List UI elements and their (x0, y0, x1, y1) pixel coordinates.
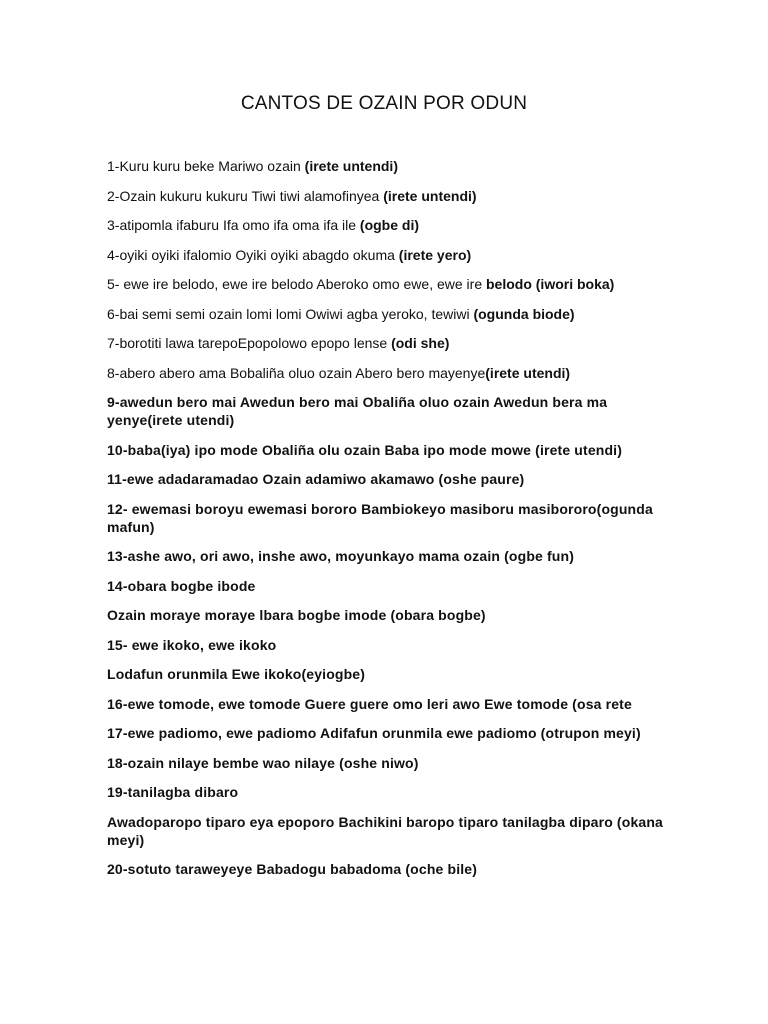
chant-odun: (ogbe di) (359, 217, 420, 233)
chant-line-3 (107, 216, 667, 234)
chant-text: 4-oyiki oyiki ifalomio Oyiki oyiki abagdo okuma (107, 246, 399, 263)
chant-text: 2-Ozain kukuru kukuru Tiwi tiwi alamofinyea (107, 187, 384, 204)
chant-line-15: 15- ewe ikoko, ewe ikoko (107, 636, 277, 653)
chant-odun: (irete untendi) (383, 187, 477, 204)
chant-line-14: 14-obara bogbe ibode (107, 577, 256, 594)
chant-line-7 (107, 334, 667, 352)
chant-text: 1-Kuru kuru beke Mariwo ozain (107, 158, 305, 174)
chant-text: 8-abero abero ama Bobaliña oluo ozain Abero bero mayenye (107, 364, 486, 381)
chant-line-18: 18-ozain nilaye bembe wao nilaye (oshe niwo) (107, 754, 419, 771)
chant-line-5 (107, 275, 667, 293)
chant-line-4 (107, 246, 667, 264)
chant-line-1 (107, 157, 667, 175)
chant-odun: belodo (iwori boka) (486, 276, 615, 292)
chant-line-6 (107, 305, 667, 323)
chant-line-12: 12- ewemasi boroyu ewemasi bororo Bambiokeyo masiboru masibororo(ogunda mafun) (107, 500, 653, 535)
chant-line-2 (107, 187, 667, 205)
chant-line-9: 9-awedun bero mai Awedun bero mai Obaliña oluo ozain Awedun bera ma yenye(irete utendi) (107, 394, 608, 428)
chant-line-13: 13-ashe awo, ori awo, inshe awo, moyunkayo mama ozain (ogbe fun) (107, 548, 575, 564)
chant-odun: (irete utendi) (485, 364, 571, 381)
chant-line-11: 11-ewe adadaramadao Ozain adamiwo akamawo (oshe paure) (107, 471, 525, 487)
chant-odun: (irete untendi) (304, 158, 398, 174)
chant-odun: (irete yero) (398, 246, 472, 263)
chant-line-14b: Ozain moraye moraye lbara bogbe imode (obara bogbe) (107, 607, 486, 623)
chant-odun: (ogunda biode) (473, 305, 575, 322)
chant-line-17: 17-ewe padiomo, ewe padiomo Adifafun orunmila ewe padiomo (otrupon meyi) (107, 725, 641, 741)
chant-text: 6-bai semi semi ozain lomi lomi Owiwi agba yeroko, tewiwi (107, 305, 474, 322)
chant-line-19: 19-tanilagba dibaro (107, 784, 239, 800)
chant-line-19b: Awadoparopo tiparo eya epoporo Bachikini baropo tiparo tanilagba diparo (okana meyi) (107, 813, 663, 848)
chant-text: 5- ewe ire belodo, ewe ire belodo Aberoko omo ewe, ewe ire (107, 276, 486, 292)
chant-line-15b: Lodafun orunmila Ewe ikoko(eyiogbe) (107, 666, 366, 682)
chant-text: 7-borotiti lawa tarepoEpopolowo epopo lense (107, 335, 392, 351)
chant-text: 3-atipomla ifaburu Ifa omo ifa oma ifa ile (107, 217, 360, 233)
chant-odun: (odi she) (391, 335, 450, 351)
chant-line-20: 20-sotuto taraweyeye Babadogu babadoma (oche bile) (107, 861, 478, 877)
document-title: CANTOS DE OZAIN POR ODUN (240, 93, 528, 114)
chant-list (107, 157, 667, 890)
chant-line-8 (107, 364, 667, 382)
chant-line-16: 16-ewe tomode, ewe tomode Guere guere omo leri awo Ewe tomode (osa rete (107, 695, 632, 712)
chant-line-10: 10-baba(iya) ipo mode Obaliña olu ozain Baba ipo mode mowe (irete utendi) (107, 441, 623, 458)
